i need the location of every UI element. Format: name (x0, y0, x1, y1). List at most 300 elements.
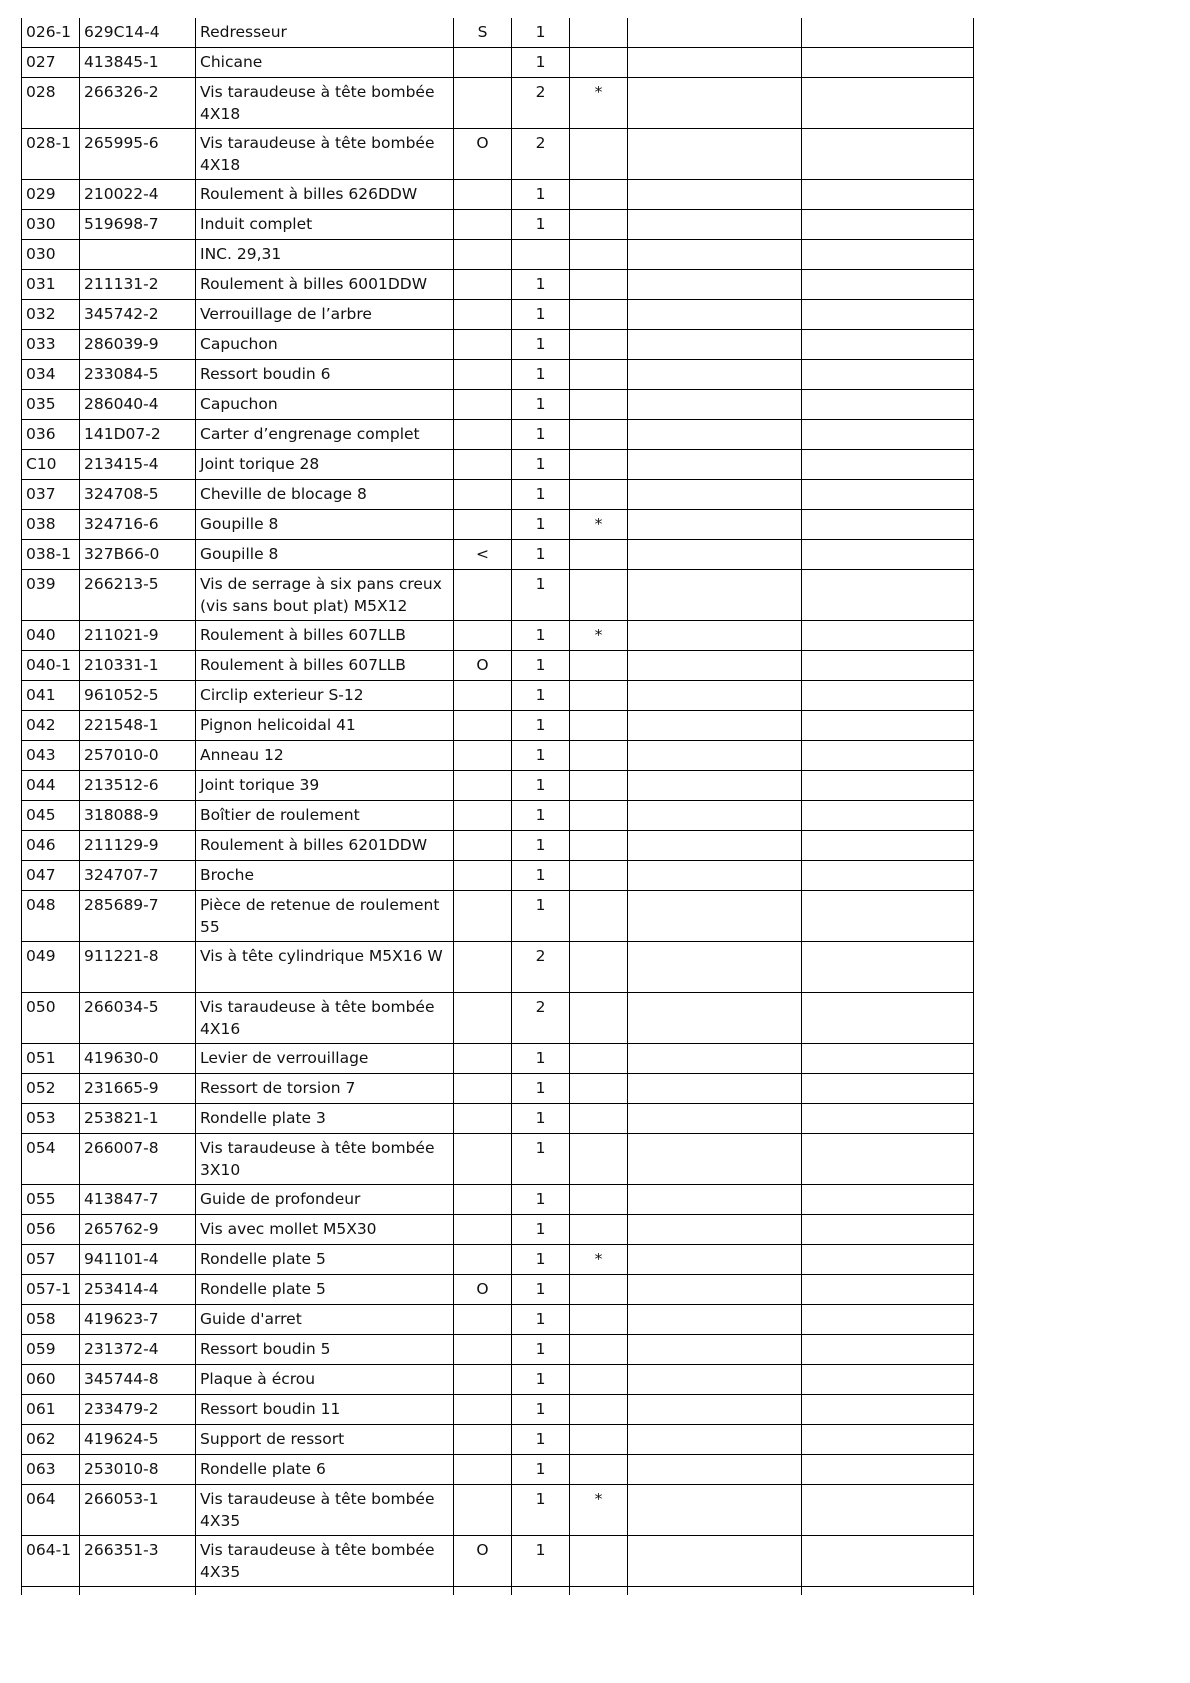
item-number-cell: 056 (22, 1215, 80, 1245)
quantity-cell: 1 (512, 831, 570, 861)
description-cell: Goupille 8 (196, 540, 454, 570)
supersession-cell (454, 711, 512, 741)
item-number-cell: 029 (22, 180, 80, 210)
quantity-cell: 2 (512, 78, 570, 129)
item-number-cell: 036 (22, 420, 80, 450)
description-cell: Joint torique 39 (196, 771, 454, 801)
blank-cell (628, 18, 802, 48)
description-cell: Induit complet (196, 210, 454, 240)
note-cell (570, 651, 628, 681)
table-row (22, 510, 974, 540)
supersession-cell (454, 48, 512, 78)
blank-cell (628, 942, 802, 993)
table-row (22, 1485, 974, 1536)
note-cell (570, 129, 628, 180)
blank-cell (628, 1425, 802, 1455)
quantity-cell: 1 (512, 1134, 570, 1185)
quantity-cell: 1 (512, 450, 570, 480)
blank-cell (628, 1245, 802, 1275)
supersession-cell (454, 681, 512, 711)
blank-cell (802, 270, 974, 300)
note-cell (570, 681, 628, 711)
part-number-cell: 221548-1 (80, 711, 196, 741)
quantity-cell: 1 (512, 1425, 570, 1455)
blank-cell (628, 1365, 802, 1395)
description-cell: Vis taraudeuse à tête bombée 3X10 (196, 1134, 454, 1185)
item-number-cell: 054 (22, 1134, 80, 1185)
part-number-cell: 345744-8 (80, 1365, 196, 1395)
quantity-cell: 1 (512, 330, 570, 360)
part-number-cell: 141D07-2 (80, 420, 196, 450)
supersession-cell: O (454, 651, 512, 681)
item-number-cell: 050 (22, 993, 80, 1044)
table-row (22, 450, 974, 480)
note-cell (570, 1335, 628, 1365)
blank-cell (802, 942, 974, 993)
part-number-cell: 324707-7 (80, 861, 196, 891)
item-number-cell: 027 (22, 48, 80, 78)
blank-cell (628, 240, 802, 270)
description-cell: Chicane (196, 48, 454, 78)
part-number-cell: 231665-9 (80, 1074, 196, 1104)
supersession-cell: S (454, 18, 512, 48)
blank-cell (628, 48, 802, 78)
blank-cell (802, 450, 974, 480)
note-cell (570, 450, 628, 480)
part-number-cell (80, 240, 196, 270)
description-cell: Roulement à billes 6201DDW (196, 831, 454, 861)
part-number-cell: 265995-6 (80, 129, 196, 180)
supersession-cell (454, 1335, 512, 1365)
note-cell (570, 1134, 628, 1185)
blank-cell (628, 621, 802, 651)
blank-cell (628, 1074, 802, 1104)
note-cell (570, 801, 628, 831)
supersession-cell (454, 570, 512, 621)
note-cell (570, 711, 628, 741)
item-number-cell: 028-1 (22, 129, 80, 180)
quantity-cell: 1 (512, 1536, 570, 1587)
note-cell (570, 570, 628, 621)
quantity-cell: 1 (512, 1245, 570, 1275)
supersession-cell (454, 1245, 512, 1275)
note-cell (570, 831, 628, 861)
blank-cell (802, 1044, 974, 1074)
quantity-cell: 1 (512, 1074, 570, 1104)
note-cell (570, 18, 628, 48)
part-number-cell: 419623-7 (80, 1305, 196, 1335)
supersession-cell (454, 1485, 512, 1536)
supersession-cell (454, 330, 512, 360)
supersession-cell (454, 300, 512, 330)
item-number-cell: 055 (22, 1185, 80, 1215)
supersession-cell (454, 420, 512, 450)
quantity-cell: 1 (512, 771, 570, 801)
blank-cell (802, 1455, 974, 1485)
description-cell: Carter d’engrenage complet (196, 420, 454, 450)
quantity-cell: 1 (512, 1305, 570, 1335)
item-number-cell: 040-1 (22, 651, 80, 681)
description-cell: Vis taraudeuse à tête bombée 4X16 (196, 993, 454, 1044)
part-number-cell: 629C14-4 (80, 18, 196, 48)
part-number-cell: 210331-1 (80, 651, 196, 681)
supersession-cell (454, 1365, 512, 1395)
note-cell (570, 993, 628, 1044)
table-row (22, 942, 974, 993)
part-number-cell: 266034-5 (80, 993, 196, 1044)
part-number-cell: 210022-4 (80, 180, 196, 210)
supersession-cell (454, 1305, 512, 1335)
note-cell (570, 270, 628, 300)
part-number-cell: 233084-5 (80, 360, 196, 390)
quantity-cell: 1 (512, 300, 570, 330)
blank-cell (628, 1455, 802, 1485)
description-cell: Cheville de blocage 8 (196, 480, 454, 510)
description-cell: Anneau 12 (196, 741, 454, 771)
part-number-cell: 213415-4 (80, 450, 196, 480)
item-number-cell: 037 (22, 480, 80, 510)
description-cell: Broche (196, 861, 454, 891)
item-number-cell: 038 (22, 510, 80, 540)
quantity-cell: 1 (512, 1365, 570, 1395)
description-cell: Vis à tête cylindrique M5X16 W (196, 942, 454, 993)
part-number-cell: 266326-2 (80, 78, 196, 129)
quantity-cell: 1 (512, 48, 570, 78)
supersession-cell: O (454, 129, 512, 180)
blank-cell (628, 993, 802, 1044)
table-row (22, 1455, 974, 1485)
continuation-cell (802, 1587, 974, 1596)
supersession-cell (454, 1455, 512, 1485)
supersession-cell: O (454, 1536, 512, 1587)
item-number-cell: 043 (22, 741, 80, 771)
note-cell (570, 480, 628, 510)
blank-cell (802, 300, 974, 330)
table-row (22, 540, 974, 570)
note-cell: * (570, 1485, 628, 1536)
quantity-cell: 2 (512, 993, 570, 1044)
table-row (22, 1275, 974, 1305)
part-number-cell: 253821-1 (80, 1104, 196, 1134)
continuation-cell (512, 1587, 570, 1596)
blank-cell (802, 831, 974, 861)
description-cell: Redresseur (196, 18, 454, 48)
quantity-cell: 1 (512, 420, 570, 450)
blank-cell (628, 711, 802, 741)
supersession-cell (454, 1425, 512, 1455)
table-row (22, 1536, 974, 1587)
item-number-cell: 031 (22, 270, 80, 300)
item-number-cell: 051 (22, 1044, 80, 1074)
note-cell (570, 240, 628, 270)
note-cell (570, 1104, 628, 1134)
continuation-cell (570, 1587, 628, 1596)
table-row (22, 1335, 974, 1365)
part-number-cell: 519698-7 (80, 210, 196, 240)
description-cell: Pignon helicoidal 41 (196, 711, 454, 741)
blank-cell (628, 360, 802, 390)
supersession-cell (454, 621, 512, 651)
quantity-cell: 1 (512, 1104, 570, 1134)
blank-cell (802, 1395, 974, 1425)
blank-cell (802, 711, 974, 741)
quantity-cell: 1 (512, 510, 570, 540)
table-row (22, 651, 974, 681)
description-cell: Roulement à billes 626DDW (196, 180, 454, 210)
item-number-cell: 059 (22, 1335, 80, 1365)
table-row (22, 48, 974, 78)
note-cell (570, 1305, 628, 1335)
table-row (22, 480, 974, 510)
item-number-cell: 042 (22, 711, 80, 741)
supersession-cell (454, 801, 512, 831)
parts-table-body (22, 18, 974, 1595)
blank-cell (628, 651, 802, 681)
continuation-cell (196, 1587, 454, 1596)
blank-cell (802, 1185, 974, 1215)
item-number-cell: 057 (22, 1245, 80, 1275)
description-cell: Capuchon (196, 330, 454, 360)
quantity-cell: 1 (512, 891, 570, 942)
item-number-cell: 030 (22, 210, 80, 240)
blank-cell (628, 831, 802, 861)
supersession-cell (454, 831, 512, 861)
blank-cell (802, 1335, 974, 1365)
item-number-cell: 063 (22, 1455, 80, 1485)
table-row (22, 1044, 974, 1074)
item-number-cell: 049 (22, 942, 80, 993)
table-row (22, 1134, 974, 1185)
quantity-cell: 1 (512, 741, 570, 771)
blank-cell (802, 570, 974, 621)
item-number-cell: 052 (22, 1074, 80, 1104)
item-number-cell: 058 (22, 1305, 80, 1335)
item-number-cell: 033 (22, 330, 80, 360)
blank-cell (628, 330, 802, 360)
supersession-cell (454, 270, 512, 300)
blank-cell (628, 129, 802, 180)
part-number-cell: 266351-3 (80, 1536, 196, 1587)
part-number-cell: 286039-9 (80, 330, 196, 360)
item-number-cell: 030 (22, 240, 80, 270)
quantity-cell: 1 (512, 480, 570, 510)
blank-cell (628, 681, 802, 711)
supersession-cell (454, 741, 512, 771)
blank-cell (802, 180, 974, 210)
note-cell (570, 210, 628, 240)
note-cell: * (570, 78, 628, 129)
part-number-cell: 413845-1 (80, 48, 196, 78)
table-row (22, 801, 974, 831)
supersession-cell (454, 771, 512, 801)
supersession-cell (454, 861, 512, 891)
note-cell: * (570, 621, 628, 651)
item-number-cell: 045 (22, 801, 80, 831)
description-cell: Circlip exterieur S-12 (196, 681, 454, 711)
table-row (22, 240, 974, 270)
quantity-cell: 2 (512, 942, 570, 993)
note-cell (570, 891, 628, 942)
description-cell: Joint torique 28 (196, 450, 454, 480)
item-number-cell: 046 (22, 831, 80, 861)
item-number-cell: 062 (22, 1425, 80, 1455)
blank-cell (802, 891, 974, 942)
description-cell: Ressort boudin 11 (196, 1395, 454, 1425)
blank-cell (628, 1044, 802, 1074)
item-number-cell: 041 (22, 681, 80, 711)
supersession-cell (454, 1074, 512, 1104)
table-row (22, 180, 974, 210)
supersession-cell (454, 480, 512, 510)
supersession-cell (454, 360, 512, 390)
table-row (22, 129, 974, 180)
quantity-cell: 1 (512, 360, 570, 390)
blank-cell (802, 540, 974, 570)
blank-cell (802, 240, 974, 270)
blank-cell (802, 621, 974, 651)
part-number-cell: 211131-2 (80, 270, 196, 300)
blank-cell (802, 1275, 974, 1305)
description-cell: Guide d'arret (196, 1305, 454, 1335)
table-row (22, 771, 974, 801)
blank-cell (802, 1536, 974, 1587)
part-number-cell: 419630-0 (80, 1044, 196, 1074)
quantity-cell: 1 (512, 1395, 570, 1425)
blank-cell (802, 330, 974, 360)
item-number-cell: 028 (22, 78, 80, 129)
quantity-cell: 2 (512, 129, 570, 180)
blank-cell (628, 1485, 802, 1536)
blank-cell (802, 1485, 974, 1536)
table-row (22, 210, 974, 240)
part-number-cell: 419624-5 (80, 1425, 196, 1455)
part-number-cell: 233479-2 (80, 1395, 196, 1425)
parts-table (21, 18, 974, 1595)
blank-cell (628, 861, 802, 891)
quantity-cell: 1 (512, 210, 570, 240)
blank-cell (802, 1245, 974, 1275)
blank-cell (802, 681, 974, 711)
table-row (22, 1215, 974, 1245)
blank-cell (628, 180, 802, 210)
blank-cell (802, 129, 974, 180)
description-cell: Rondelle plate 5 (196, 1245, 454, 1275)
description-cell: Levier de verrouillage (196, 1044, 454, 1074)
description-cell: Guide de profondeur (196, 1185, 454, 1215)
blank-cell (802, 210, 974, 240)
note-cell (570, 771, 628, 801)
quantity-cell: 1 (512, 1185, 570, 1215)
blank-cell (628, 420, 802, 450)
supersession-cell (454, 210, 512, 240)
supersession-cell (454, 78, 512, 129)
part-number-cell: 266053-1 (80, 1485, 196, 1536)
note-cell (570, 1074, 628, 1104)
quantity-cell (512, 240, 570, 270)
note-cell (570, 420, 628, 450)
item-number-cell: 035 (22, 390, 80, 420)
part-number-cell: 285689-7 (80, 891, 196, 942)
part-number-cell: 231372-4 (80, 1335, 196, 1365)
note-cell (570, 180, 628, 210)
quantity-cell: 1 (512, 570, 570, 621)
supersession-cell (454, 1395, 512, 1425)
description-cell: Capuchon (196, 390, 454, 420)
item-number-cell: 048 (22, 891, 80, 942)
blank-cell (628, 1215, 802, 1245)
item-number-cell: 032 (22, 300, 80, 330)
supersession-cell (454, 1215, 512, 1245)
quantity-cell: 1 (512, 18, 570, 48)
description-cell: Vis taraudeuse à tête bombée 4X35 (196, 1536, 454, 1587)
note-cell: * (570, 1245, 628, 1275)
table-row (22, 1305, 974, 1335)
description-cell: Roulement à billes 6001DDW (196, 270, 454, 300)
table-row (22, 360, 974, 390)
table-row (22, 1074, 974, 1104)
blank-cell (802, 993, 974, 1044)
description-cell: Vis taraudeuse à tête bombée 4X18 (196, 78, 454, 129)
quantity-cell: 1 (512, 1485, 570, 1536)
note-cell (570, 942, 628, 993)
note-cell (570, 1425, 628, 1455)
item-number-cell: 047 (22, 861, 80, 891)
blank-cell (802, 651, 974, 681)
blank-cell (802, 510, 974, 540)
blank-cell (802, 48, 974, 78)
blank-cell (628, 210, 802, 240)
quantity-cell: 1 (512, 540, 570, 570)
blank-cell (802, 1425, 974, 1455)
blank-cell (628, 1395, 802, 1425)
table-row (22, 831, 974, 861)
table-row (22, 891, 974, 942)
note-cell: * (570, 510, 628, 540)
table-row (22, 1365, 974, 1395)
part-number-cell: 324708-5 (80, 480, 196, 510)
part-number-cell: 266213-5 (80, 570, 196, 621)
blank-cell (628, 771, 802, 801)
supersession-cell: < (454, 540, 512, 570)
blank-cell (802, 18, 974, 48)
quantity-cell: 1 (512, 1215, 570, 1245)
part-number-cell: 345742-2 (80, 300, 196, 330)
quantity-cell: 1 (512, 1335, 570, 1365)
part-number-cell: 961052-5 (80, 681, 196, 711)
description-cell: Roulement à billes 607LLB (196, 651, 454, 681)
blank-cell (802, 1305, 974, 1335)
supersession-cell (454, 1104, 512, 1134)
blank-cell (802, 420, 974, 450)
note-cell (570, 360, 628, 390)
description-cell: Rondelle plate 3 (196, 1104, 454, 1134)
blank-cell (628, 801, 802, 831)
item-number-cell: 044 (22, 771, 80, 801)
quantity-cell: 1 (512, 270, 570, 300)
continuation-cell (80, 1587, 196, 1596)
blank-cell (628, 1536, 802, 1587)
continuation-cell (628, 1587, 802, 1596)
supersession-cell (454, 1134, 512, 1185)
quantity-cell: 1 (512, 180, 570, 210)
table-row (22, 270, 974, 300)
table-row (22, 1104, 974, 1134)
item-number-cell: 039 (22, 570, 80, 621)
description-cell: Vis taraudeuse à tête bombée 4X35 (196, 1485, 454, 1536)
supersession-cell: O (454, 1275, 512, 1305)
supersession-cell (454, 450, 512, 480)
supersession-cell (454, 240, 512, 270)
